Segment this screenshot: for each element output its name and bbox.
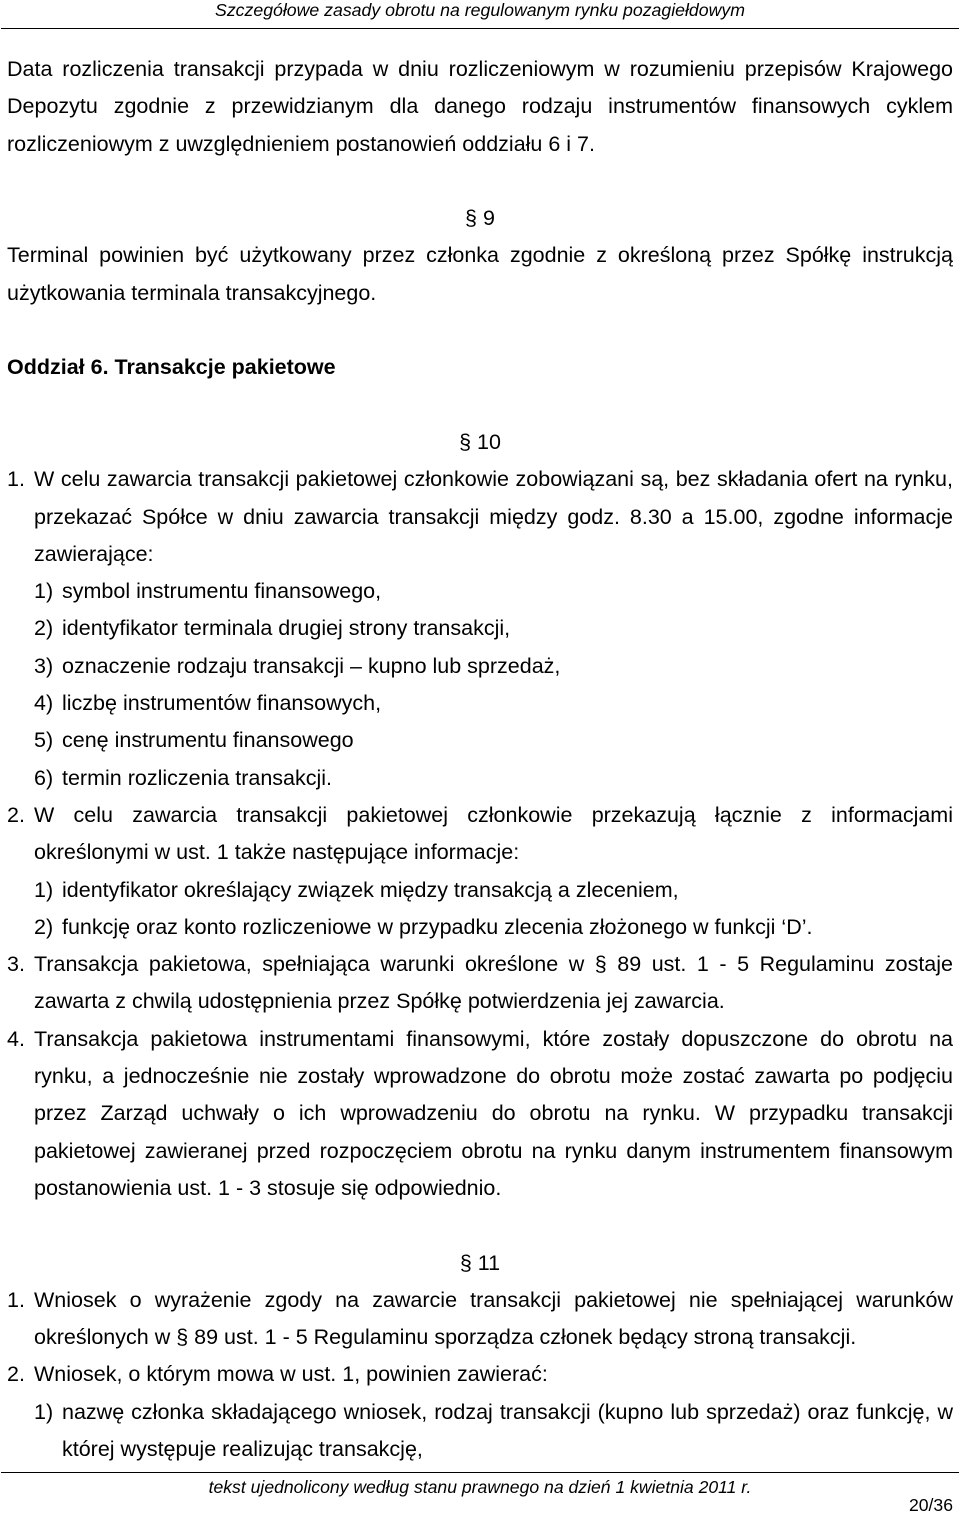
paragraph-text	[34, 797, 953, 946]
section-heading: § 9	[465, 206, 495, 231]
footer-note: tekst ujednolicony według stanu prawnego na dzień 1 kwietnia 2011 r.	[208, 1477, 752, 1497]
paragraph-line: przez Zarząd uchwały o ich wprowadzeniu do obrotu na rynku. W przypadku transakcji	[34, 1101, 953, 1126]
division-title: Oddział 6. Transakcje pakietowe	[7, 355, 336, 380]
section-heading: § 10	[459, 429, 501, 454]
list-point	[34, 872, 953, 909]
blank-line	[7, 312, 953, 349]
list-point	[34, 722, 953, 759]
section-9	[7, 200, 953, 312]
paragraph-number: 3.	[7, 952, 25, 977]
point-text: termin rozliczenia transakcji.	[62, 765, 333, 790]
paragraph-line: Wniosek, o którym mowa w ust. 1, powinien zawierać:	[34, 1362, 548, 1387]
blank-line	[7, 387, 953, 424]
point-text	[62, 1394, 953, 1469]
point-number: 5)	[34, 728, 54, 753]
intro-paragraph	[7, 51, 953, 163]
paragraph-line: pakietowej zawieranej przed rozpoczęciem obrotu na rynku danym instrumentem finansowym	[34, 1138, 953, 1163]
point-line: nazwę członka składającego wniosek, rodzaj transakcji (kupno lub sprzedaż) oraz funkcję, w	[62, 1399, 953, 1424]
paragraph-line: przekazać Spółce w dniu zawarcia transakcji między godz. 8.30 a 15.00, zgodne informacje	[34, 504, 953, 529]
point-text: funkcję oraz konto rozliczeniowe w przypadku zlecenia złożonego w funkcji ‘D’.	[62, 914, 813, 939]
blank-line	[7, 163, 953, 200]
list-point	[34, 573, 953, 610]
list-point	[34, 909, 953, 946]
paragraph-line: Depozytu zgodnie z przewidzianym dla danego rodzaju instrumentów finansowych cyklem	[7, 94, 953, 119]
point-number: 1)	[34, 877, 54, 902]
numbered-paragraph	[7, 1356, 953, 1468]
paragraph-line: W celu zawarcia transakcji pakietowej członkowie przekazują łącznie z informacjami	[34, 802, 953, 827]
point-number: 2)	[34, 914, 54, 939]
section-heading: § 11	[459, 1250, 501, 1275]
point-text: oznaczenie rodzaju transakcji – kupno lub sprzedaż,	[62, 653, 561, 678]
paragraph-number: 2.	[7, 802, 25, 827]
list-point	[34, 648, 953, 685]
paragraph-text	[34, 1282, 953, 1357]
blank-line	[7, 1207, 953, 1244]
paragraph-line: W celu zawarcia transakcji pakietowej członkowie zobowiązani są, bez składania ofert na rynku,	[34, 467, 953, 492]
section-11	[7, 1245, 953, 1469]
paragraph-line: użytkowania terminala transakcyjnego.	[7, 280, 377, 305]
paragraph-line: postanowienia ust. 1 - 3 stosuje się odpowiednio.	[34, 1175, 502, 1200]
point-number: 4)	[34, 691, 54, 716]
point-text: symbol instrumentu finansowego,	[62, 579, 382, 604]
point-number: 3)	[34, 653, 54, 678]
point-text: liczbę instrumentów finansowych,	[62, 691, 382, 716]
paragraph-line: Terminal powinien być użytkowany przez członka zgodnie z określoną przez Spółkę instrukcją	[7, 243, 953, 268]
point-line: której występuje realizując transakcję,	[62, 1436, 423, 1461]
paragraph-text	[34, 946, 953, 1021]
numbered-paragraph	[7, 946, 953, 1021]
paragraph-text	[34, 461, 953, 797]
numbered-paragraph	[7, 461, 953, 797]
point-number: 2)	[34, 616, 54, 641]
point-number: 6)	[34, 765, 54, 790]
paragraph-number: 1.	[7, 1287, 25, 1312]
paragraph-line: Transakcja pakietowa, spełniająca warunki określone w § 89 ust. 1 - 5 Regulaminu zostaje	[34, 952, 953, 977]
paragraph-line: określonych w § 89 ust. 1 - 5 Regulaminu sporządza członek będący stroną transakcji.	[34, 1325, 857, 1350]
section-10	[7, 424, 953, 1207]
list-point	[34, 685, 953, 722]
paragraph-line: rynku, a jednocześnie nie zostały wprowadzone do obrotu może zostać zawarta po podjęciu	[34, 1064, 953, 1089]
point-text: cenę instrumentu finansowego	[62, 728, 354, 753]
point-text: identyfikator określający związek między transakcją a zleceniem,	[62, 877, 679, 902]
numbered-paragraph	[7, 1282, 953, 1357]
footer-rule	[1, 1472, 959, 1473]
page-number: 20/36	[908, 1495, 953, 1515]
running-header: Szczegółowe zasady obrotu na regulowanym rynku pozagiełdowym	[215, 0, 745, 20]
paragraph-text	[34, 1356, 953, 1468]
numbered-paragraph	[7, 797, 953, 946]
list-point	[34, 1394, 953, 1469]
paragraph-number: 4.	[7, 1026, 25, 1051]
paragraph-line: Data rozliczenia transakcji przypada w dniu rozliczeniowym w rozumieniu przepisów Krajowego	[7, 57, 953, 81]
document-body	[7, 51, 953, 1468]
list-point	[34, 760, 953, 797]
paragraph-line: zawierające:	[34, 541, 154, 566]
paragraph-text	[34, 1021, 953, 1207]
header-rule	[1, 28, 959, 29]
paragraph-number: 2.	[7, 1362, 25, 1387]
paragraph-line: określonymi w ust. 1 także następujące informacje:	[34, 840, 520, 865]
list-point	[34, 610, 953, 647]
point-number: 1)	[34, 579, 54, 604]
paragraph-line: Transakcja pakietowa instrumentami finansowymi, które zostały dopuszczone do obrotu na	[34, 1026, 953, 1051]
paragraph-line: zawarta z chwilą udostępnienia przez Spółkę potwierdzenia jej zawarcia.	[34, 989, 725, 1014]
numbered-paragraph	[7, 1021, 953, 1207]
paragraph-line: rozliczeniowym z uwzględnieniem postanowień oddziału 6 i 7.	[7, 131, 595, 156]
paragraph-line: Wniosek o wyrażenie zgody na zawarcie transakcji pakietowej nie spełniającej warunków	[34, 1287, 953, 1312]
paragraph-number: 1.	[7, 467, 25, 492]
point-number: 1)	[34, 1399, 54, 1424]
point-text: identyfikator terminala drugiej strony transakcji,	[62, 616, 511, 641]
